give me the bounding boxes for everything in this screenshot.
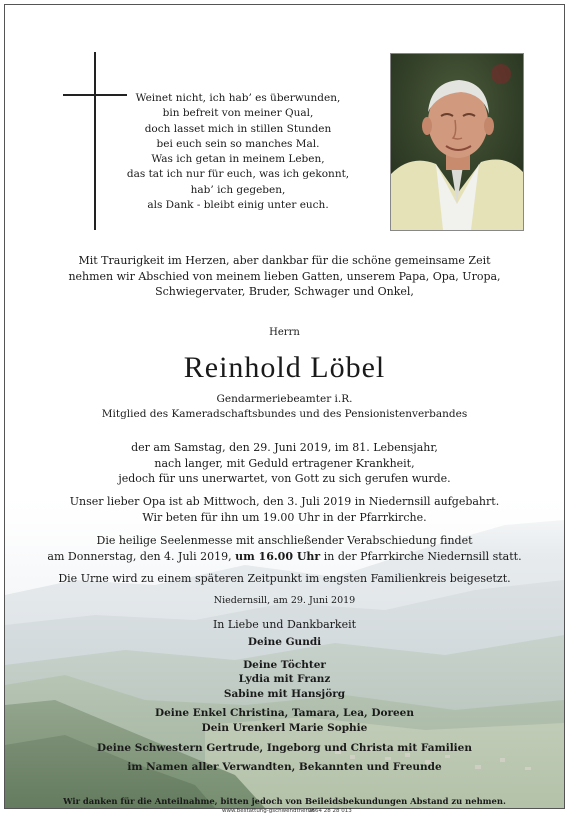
- viewing-line: Wir beten für ihn um 19.00 Uhr in der Pfarrkirche.: [142, 510, 427, 524]
- phone-number: 0664 28 28 013: [308, 808, 352, 814]
- titles: [5, 392, 564, 421]
- place-date: Niedernsill, am 29. Juni 2019: [213, 595, 356, 606]
- urn-notice: Die Urne wird zu einem späteren Zeitpunkt im engsten Familienkreis beigesetzt.: [58, 572, 511, 585]
- mourner-line: Lydia mit Franz: [238, 673, 331, 686]
- poem-line: das tat ich nur für euch, was ich gekonnt,: [126, 168, 350, 181]
- poem-line: als Dank - bleibt einig unter euch.: [147, 199, 329, 212]
- intro-line: Mit Traurigkeit im Herzen, aber dankbar für die schöne gemeinsame Zeit: [78, 254, 491, 267]
- death-notice: [5, 440, 564, 487]
- poem: [123, 91, 353, 213]
- cross-icon: [94, 52, 96, 230]
- poem-line: bei euch sein so manches Mal.: [156, 137, 320, 150]
- mourner-line: Dein Urenkerl Marie Sophie: [201, 721, 368, 734]
- mourner-line: Sabine mit Hansjörg: [223, 687, 346, 700]
- intro-line: nehmen wir Abschied von meinem lieben Gatten, unserem Papa, Opa, Uropa,: [68, 269, 501, 283]
- mourner-line: Deine Gundi: [247, 636, 322, 648]
- title-line: Gendarmeriebeamter i.R.: [216, 393, 353, 405]
- poem-line: Weinet nicht, ich hab’ es überwunden,: [135, 92, 341, 104]
- mourner-line: Deine Enkel Christina, Tamara, Lea, Doreen: [155, 707, 414, 720]
- portrait-photo: [390, 53, 524, 231]
- mourner-line: Deine Töchter: [243, 658, 326, 671]
- footer-note: Wir danken für die Anteilnahme, bitten jedoch von Beileidsbekundungen Abstand zu nehmen.: [63, 796, 506, 806]
- viewing-notice: [5, 494, 564, 525]
- mourners: [5, 635, 564, 775]
- parte-card: [4, 4, 565, 809]
- death-line: nach langer, mit Geduld ertragener Krankheit,: [154, 456, 415, 470]
- poem-line: hab’ ich gegeben,: [190, 183, 286, 196]
- mourner-line: im Namen aller Verwandten, Bekannten und Freunde: [127, 761, 442, 774]
- cross-icon-bar: [63, 94, 127, 96]
- website-link[interactable]: www.bestattung-gschwendtner.at: [222, 808, 315, 814]
- love-line: In Liebe und Dankbarkeit: [212, 618, 357, 631]
- salutation: Herrn: [269, 327, 300, 338]
- viewing-line: Unser lieber Opa ist ab Mittwoch, den 3. Juli 2019 in Niedernsill aufgebahrt.: [69, 495, 500, 508]
- mass-line: [5, 549, 564, 565]
- mass-line: Die heilige Seelenmesse mit anschließender Verabschiedung findet: [96, 534, 473, 547]
- poem-line: bin befreit von meiner Qual,: [162, 107, 314, 120]
- mass-time: um 16.00 Uhr: [235, 549, 321, 563]
- mass-notice: [5, 533, 564, 564]
- intro-line: Schwiegervater, Bruder, Schwager und Onkel,: [155, 285, 414, 298]
- mass-date: am Donnerstag, den 4. Juli 2019,: [47, 549, 236, 563]
- title-line: Mitglied des Kameradschaftsbundes und des Pensionistenverbandes: [101, 407, 468, 420]
- mourner-line: Deine Schwestern Gertrude, Ingeborg und Christa mit Familien: [97, 741, 472, 754]
- poem-line: Was ich getan in meinem Leben,: [151, 153, 325, 166]
- death-line: jedoch für uns unerwartet, von Gott zu sich gerufen wurde.: [118, 472, 451, 485]
- poem-line: doch lasset mich in stillen Stunden: [144, 122, 332, 135]
- mass-place: in der Pfarrkirche Niedernsill statt.: [320, 549, 522, 563]
- deceased-name: Reinhold Löbel: [183, 351, 386, 384]
- death-line: der am Samstag, den 29. Juni 2019, im 81. Lebensjahr,: [131, 441, 438, 454]
- footer-bar: [0, 803, 571, 819]
- intro-text: [5, 253, 564, 300]
